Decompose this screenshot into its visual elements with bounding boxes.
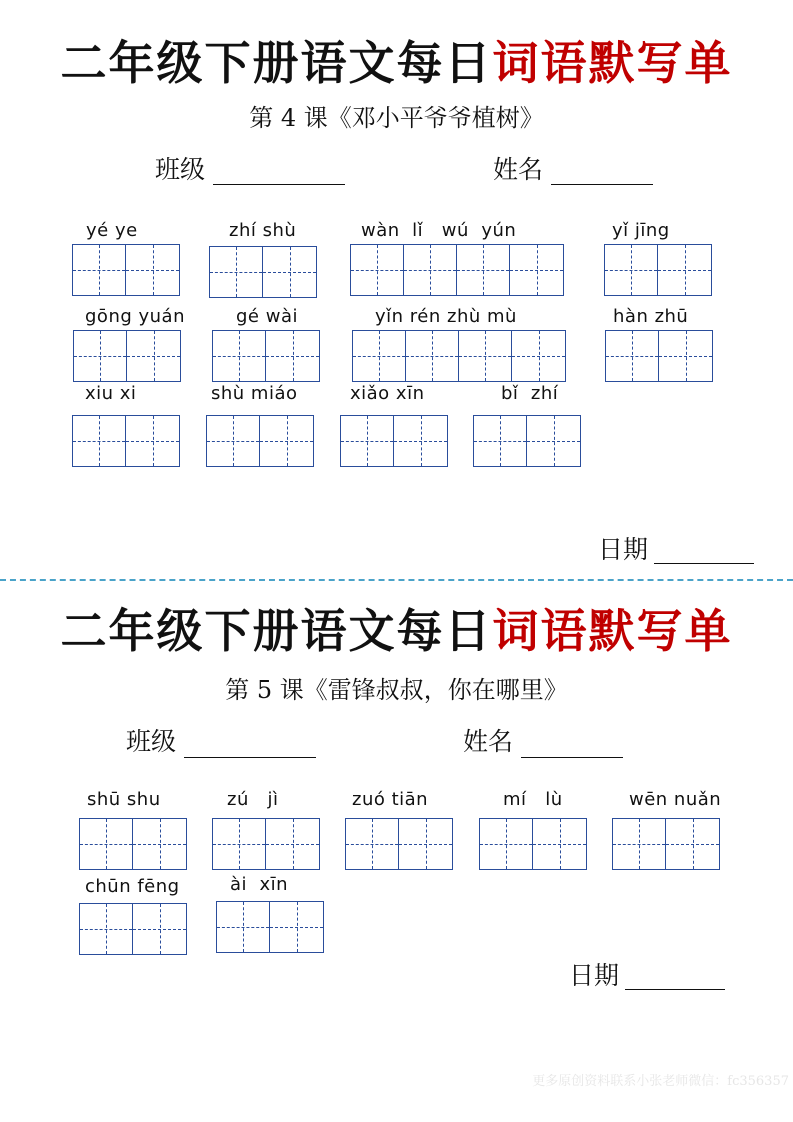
pinyin-label: mí lù: [503, 789, 563, 810]
class-label: 班级: [126, 727, 177, 756]
writing-grid[interactable]: [345, 818, 453, 870]
pinyin-label: shù miáo: [211, 383, 298, 404]
pinyin-label: yǐn rén zhù mù: [375, 306, 517, 327]
character-cell[interactable]: [73, 245, 126, 295]
character-cell[interactable]: [457, 245, 510, 295]
character-cell[interactable]: [613, 819, 666, 869]
character-cell[interactable]: [659, 331, 712, 381]
worksheet-title: [0, 604, 793, 658]
character-cell[interactable]: [266, 331, 319, 381]
character-cell[interactable]: [399, 819, 452, 869]
worksheet-title: [0, 36, 793, 90]
writing-grid[interactable]: [605, 330, 713, 382]
character-cell[interactable]: [666, 819, 719, 869]
writing-grid[interactable]: [73, 330, 181, 382]
pinyin-label: yǐ jīng: [612, 220, 670, 241]
character-cell[interactable]: [658, 245, 711, 295]
name-field-line[interactable]: [521, 757, 623, 758]
character-cell[interactable]: [74, 331, 127, 381]
character-cell[interactable]: [341, 416, 394, 466]
writing-grid[interactable]: [612, 818, 720, 870]
name-label: 姓名: [463, 727, 514, 756]
character-cell[interactable]: [404, 245, 457, 295]
pinyin-label: gé wài: [236, 306, 298, 327]
character-cell[interactable]: [133, 819, 186, 869]
writing-grid[interactable]: [473, 415, 581, 467]
character-cell[interactable]: [213, 331, 266, 381]
pinyin-label: xiu xi: [85, 383, 137, 404]
title-black-part: 二年级下册语文每日: [60, 36, 493, 90]
pinyin-label: zú jì: [227, 789, 279, 810]
character-cell[interactable]: [394, 416, 447, 466]
character-cell[interactable]: [406, 331, 459, 381]
writing-grid[interactable]: [212, 330, 320, 382]
writing-grid[interactable]: [212, 818, 320, 870]
lesson-heading: 第 4 课《邓小平爷爷植树》: [249, 104, 544, 132]
class-field-line[interactable]: [213, 184, 345, 185]
writing-grid[interactable]: [216, 901, 324, 953]
character-cell[interactable]: [351, 245, 404, 295]
pinyin-label: shū shu: [87, 789, 161, 810]
character-cell[interactable]: [527, 416, 580, 466]
pinyin-label: wàn lǐ wú yún: [361, 220, 517, 241]
character-cell[interactable]: [346, 819, 399, 869]
character-cell[interactable]: [270, 902, 323, 952]
character-cell[interactable]: [217, 902, 270, 952]
character-cell[interactable]: [533, 819, 586, 869]
writing-grid[interactable]: [209, 246, 317, 298]
character-cell[interactable]: [512, 331, 565, 381]
name-label: 姓名: [493, 155, 544, 184]
name-field-line[interactable]: [551, 184, 653, 185]
character-cell[interactable]: [260, 416, 313, 466]
date-field-line[interactable]: [625, 989, 725, 990]
character-cell[interactable]: [510, 245, 563, 295]
character-cell[interactable]: [263, 247, 316, 297]
character-cell[interactable]: [474, 416, 527, 466]
pinyin-label: bǐ zhí: [501, 383, 559, 404]
pinyin-label: zuó tiān: [352, 789, 429, 810]
character-cell[interactable]: [133, 904, 186, 954]
character-cell[interactable]: [266, 819, 319, 869]
pinyin-label: zhí shù: [229, 220, 297, 241]
character-cell[interactable]: [605, 245, 658, 295]
character-cell[interactable]: [207, 416, 260, 466]
lesson-heading: 第 5 课《雷锋叔叔，你在哪里》: [225, 676, 568, 704]
class-field-line[interactable]: [184, 757, 316, 758]
worksheet-lesson-5: [0, 581, 793, 1122]
writing-grid[interactable]: [350, 244, 564, 296]
character-cell[interactable]: [210, 247, 263, 297]
character-cell[interactable]: [606, 331, 659, 381]
character-cell[interactable]: [126, 416, 179, 466]
writing-grid[interactable]: [206, 415, 314, 467]
character-cell[interactable]: [80, 904, 133, 954]
pinyin-label: chūn fēng: [85, 876, 180, 897]
title-red-part: 词语默写单: [492, 604, 733, 658]
date-field-line[interactable]: [654, 563, 754, 564]
title-black-part: 二年级下册语文每日: [60, 604, 493, 658]
character-cell[interactable]: [73, 416, 126, 466]
title-red-part: 词语默写单: [492, 36, 733, 90]
writing-grid[interactable]: [72, 244, 180, 296]
writing-grid[interactable]: [79, 903, 187, 955]
watermark-text: 更多原创资料联系小张老师微信：fc356357: [532, 1074, 789, 1089]
character-cell[interactable]: [213, 819, 266, 869]
pinyin-label: gōng yuán: [85, 306, 185, 327]
writing-grid[interactable]: [479, 818, 587, 870]
date-label: 日期: [569, 961, 620, 990]
character-cell[interactable]: [459, 331, 512, 381]
date-label: 日期: [598, 535, 649, 564]
writing-grid[interactable]: [72, 415, 180, 467]
writing-grid[interactable]: [340, 415, 448, 467]
writing-grid[interactable]: [604, 244, 712, 296]
character-cell[interactable]: [480, 819, 533, 869]
pinyin-label: ài xīn: [230, 874, 289, 895]
class-label: 班级: [155, 155, 206, 184]
character-cell[interactable]: [126, 245, 179, 295]
character-cell[interactable]: [127, 331, 180, 381]
pinyin-label: wēn nuǎn: [629, 789, 722, 810]
pinyin-label: hàn zhū: [613, 306, 689, 327]
pinyin-label: yé ye: [86, 220, 138, 241]
pinyin-label: xiǎo xīn: [350, 383, 425, 404]
writing-grid[interactable]: [352, 330, 566, 382]
character-cell[interactable]: [353, 331, 406, 381]
writing-grid[interactable]: [79, 818, 187, 870]
character-cell[interactable]: [80, 819, 133, 869]
